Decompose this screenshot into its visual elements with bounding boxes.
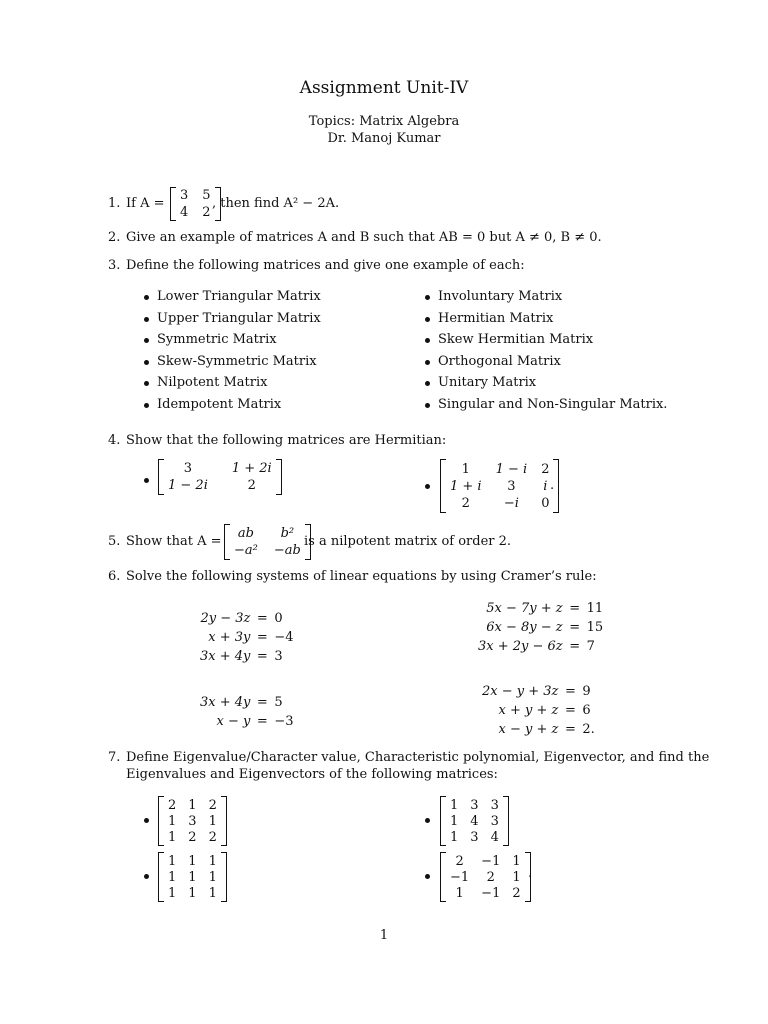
equation-term: 2x − y + 3z	[482, 684, 559, 699]
matrix-cell: 1	[208, 853, 217, 869]
matrix-cell: 5	[202, 188, 211, 203]
q7-number: 7.	[108, 750, 121, 765]
equals-sign: =	[569, 620, 581, 635]
q7-matrix-3	[158, 852, 227, 902]
matrix-cell: 3	[490, 797, 499, 813]
matrix-cell: 0	[541, 495, 550, 511]
matrix-cell: −1	[450, 869, 470, 885]
bullet-icon	[425, 381, 430, 386]
matrix-cell: 1	[168, 829, 177, 845]
bullet-icon	[425, 360, 430, 365]
bullet-icon	[144, 317, 149, 322]
list-item: Orthogonal Matrix	[438, 353, 561, 369]
matrix-cell: 4	[490, 829, 499, 845]
matrix-cell: 2	[455, 853, 464, 869]
equation-term: 2y − 3z	[200, 611, 251, 626]
matrix-cell: 3	[470, 797, 479, 813]
equals-sign: =	[256, 649, 268, 664]
matrix-cell: i	[543, 478, 548, 494]
matrix-cell: 2	[541, 461, 550, 477]
q5-prefix: Show that A =	[126, 534, 222, 549]
q5-number: 5.	[108, 534, 121, 549]
equals-sign: =	[564, 703, 576, 718]
equals-sign: =	[564, 722, 576, 737]
matrix-cell: 1	[455, 885, 464, 901]
q7-bullet-1	[144, 818, 149, 823]
matrix-cell: 2	[208, 829, 217, 845]
matrix-cell: 2	[486, 869, 495, 885]
equation-term: x + 3y	[208, 630, 251, 645]
bullet-icon	[425, 338, 430, 343]
equation-term: x + y + z	[498, 703, 559, 718]
matrix-cell: 1	[168, 813, 177, 829]
matrix-cell: 1 − 2i	[168, 478, 208, 493]
q7-bullet-2	[425, 818, 430, 823]
matrix-cell: 4	[470, 813, 479, 829]
matrix-cell: 1	[208, 885, 217, 901]
equals-sign: =	[569, 601, 581, 616]
matrix-cell: 1	[188, 853, 197, 869]
matrix-cell: 1	[208, 869, 217, 885]
matrix-cell: 1	[512, 853, 521, 869]
matrix-cell: 1 − i	[495, 461, 528, 477]
equation-term: 2.	[582, 722, 595, 737]
matrix-cell: 1	[168, 853, 177, 869]
list-item: Unitary Matrix	[438, 375, 537, 390]
matrix-cell: 3	[470, 829, 479, 845]
q3-text: Define the following matrices and give one example of each:	[126, 258, 525, 273]
equation-term: 7	[586, 639, 595, 654]
equation-term: 3x + 2y − 6z	[478, 639, 563, 654]
matrix-cell: ab	[237, 526, 254, 541]
q6-system-a	[200, 611, 294, 664]
matrix-cell: 1	[461, 461, 470, 477]
matrix-cell: 1	[450, 829, 459, 845]
q4-text: Show that the following matrices are Hermitian:	[126, 433, 447, 448]
matrix-cell: 1	[168, 869, 177, 885]
q6-system-d	[482, 684, 595, 737]
matrix-cell: −1	[481, 885, 501, 901]
q2-number: 2.	[108, 230, 121, 245]
q6-number: 6.	[108, 569, 121, 584]
matrix-cell: 1 + i	[450, 478, 482, 494]
topics-line: Topics: Matrix Algebra	[308, 114, 460, 129]
matrix-cell: 1	[188, 869, 197, 885]
equation-term: 5x − 7y + z	[486, 601, 563, 616]
list-item: Upper Triangular Matrix	[157, 310, 321, 326]
matrix-cell: 1	[168, 885, 177, 901]
list-item: Singular and Non-Singular Matrix.	[438, 396, 668, 412]
equation-term: 11	[586, 601, 604, 616]
equation-term: 9	[582, 684, 591, 699]
equation-term: −3	[274, 714, 294, 729]
matrix-cell: 2	[188, 829, 197, 845]
matrix-cell: −ab	[273, 543, 301, 558]
list-item: Skew-Symmetric Matrix	[157, 353, 317, 369]
page-number: 1	[379, 928, 389, 943]
matrix-cell: 3	[180, 188, 189, 203]
equals-sign: =	[569, 639, 581, 654]
matrix-cell: 2	[247, 478, 256, 493]
bullet-icon	[425, 317, 430, 322]
matrix-cell: 2	[202, 205, 211, 220]
q4-bullet-1	[144, 478, 149, 483]
q1-suffix: , then find A² − 2A.	[212, 196, 340, 211]
matrix-cell: −i	[503, 495, 519, 511]
q5-suffix: is a nilpotent matrix of order 2.	[304, 534, 512, 549]
equals-sign: =	[256, 695, 268, 710]
equals-sign: =	[256, 714, 268, 729]
list-item: Skew Hermitian Matrix	[438, 332, 594, 347]
matrix-cell: −1	[481, 853, 501, 869]
q7-period: .	[528, 866, 533, 881]
matrix-cell: 1	[450, 813, 459, 829]
matrix-cell: 1	[512, 869, 521, 885]
list-item: Symmetric Matrix	[157, 332, 277, 347]
matrix-cell: 2	[461, 495, 470, 511]
matrix-cell: 3	[183, 461, 193, 476]
matrix-cell: 1	[208, 813, 217, 829]
matrix-cell: 2	[208, 797, 217, 813]
list-item: Involuntary Matrix	[438, 289, 563, 304]
q3-number: 3.	[108, 258, 121, 273]
q6-system-b	[478, 601, 603, 654]
author-line: Dr. Manoj Kumar	[327, 131, 441, 146]
matrix-cell: 1 + 2i	[231, 461, 272, 476]
equation-term: 6	[582, 703, 591, 718]
bullet-icon	[144, 338, 149, 343]
q6-text: Solve the following systems of linear equations by using Cramer’s rule:	[126, 569, 597, 584]
equals-sign: =	[256, 630, 268, 645]
q4-bullet-2	[425, 484, 430, 489]
q4-period: .	[550, 478, 555, 493]
list-item: Nilpotent Matrix	[157, 375, 268, 390]
q6-system-c	[200, 695, 294, 729]
q1-prefix: If A =	[126, 196, 165, 211]
equation-term: 3x + 4y	[200, 695, 251, 710]
bullet-icon	[144, 381, 149, 386]
q4-matrix-1	[158, 459, 282, 495]
equation-term: x − y	[216, 714, 251, 729]
matrix-cell: 3	[507, 478, 516, 494]
q4-number: 4.	[108, 433, 121, 448]
equation-term: 6x − 8y − z	[486, 620, 563, 635]
equation-term: 5	[274, 695, 283, 710]
q2-text: Give an example of matrices A and B such that AB = 0 but A ≠ 0, B ≠ 0.	[126, 230, 602, 245]
q1-number: 1.	[108, 196, 121, 211]
equation-term: 3x + 4y	[200, 649, 251, 664]
q4-matrix-2	[440, 459, 559, 513]
matrix-cell: b²	[280, 526, 295, 541]
equation-term: 15	[586, 620, 604, 635]
q7-matrix-1	[158, 796, 227, 846]
matrix-cell: 2	[168, 797, 177, 813]
bullet-icon	[144, 295, 149, 300]
q7-bullet-4	[425, 874, 430, 879]
matrix-cell: 3	[490, 813, 499, 829]
page-title: Assignment Unit-IV	[299, 78, 469, 98]
bullet-icon	[144, 403, 149, 408]
q5-matrix	[224, 524, 311, 560]
bullet-icon	[425, 295, 430, 300]
q7-matrix-4	[440, 852, 531, 902]
list-item: Lower Triangular Matrix	[157, 289, 321, 304]
matrix-cell: 1	[188, 885, 197, 901]
list-item: Hermitian Matrix	[438, 310, 554, 326]
matrix-cell: −a²	[234, 543, 258, 558]
q7-matrix-2	[440, 796, 509, 846]
equation-term: 0	[274, 611, 283, 626]
matrix-cell: 4	[180, 205, 189, 220]
q7-line-2: Eigenvalues and Eigenvectors of the following matrices:	[126, 767, 498, 782]
matrix-cell: 2	[512, 885, 521, 901]
equation-term: x − y + z	[498, 722, 559, 737]
matrix-cell: 1	[450, 797, 459, 813]
matrix-cell: 1	[188, 797, 197, 813]
q7-line-1: Define Eigenvalue/Character value, Characteristic polynomial, Eigenvector, and find the	[126, 750, 710, 765]
bullet-icon	[144, 360, 149, 365]
list-item: Idempotent Matrix	[157, 396, 282, 412]
bullet-icon	[425, 403, 430, 408]
q7-bullet-3	[144, 874, 149, 879]
equation-term: 3	[274, 649, 283, 664]
equation-term: −4	[274, 630, 294, 645]
equals-sign: =	[256, 611, 268, 626]
matrix-cell: 3	[188, 813, 197, 829]
equals-sign: =	[564, 684, 576, 699]
